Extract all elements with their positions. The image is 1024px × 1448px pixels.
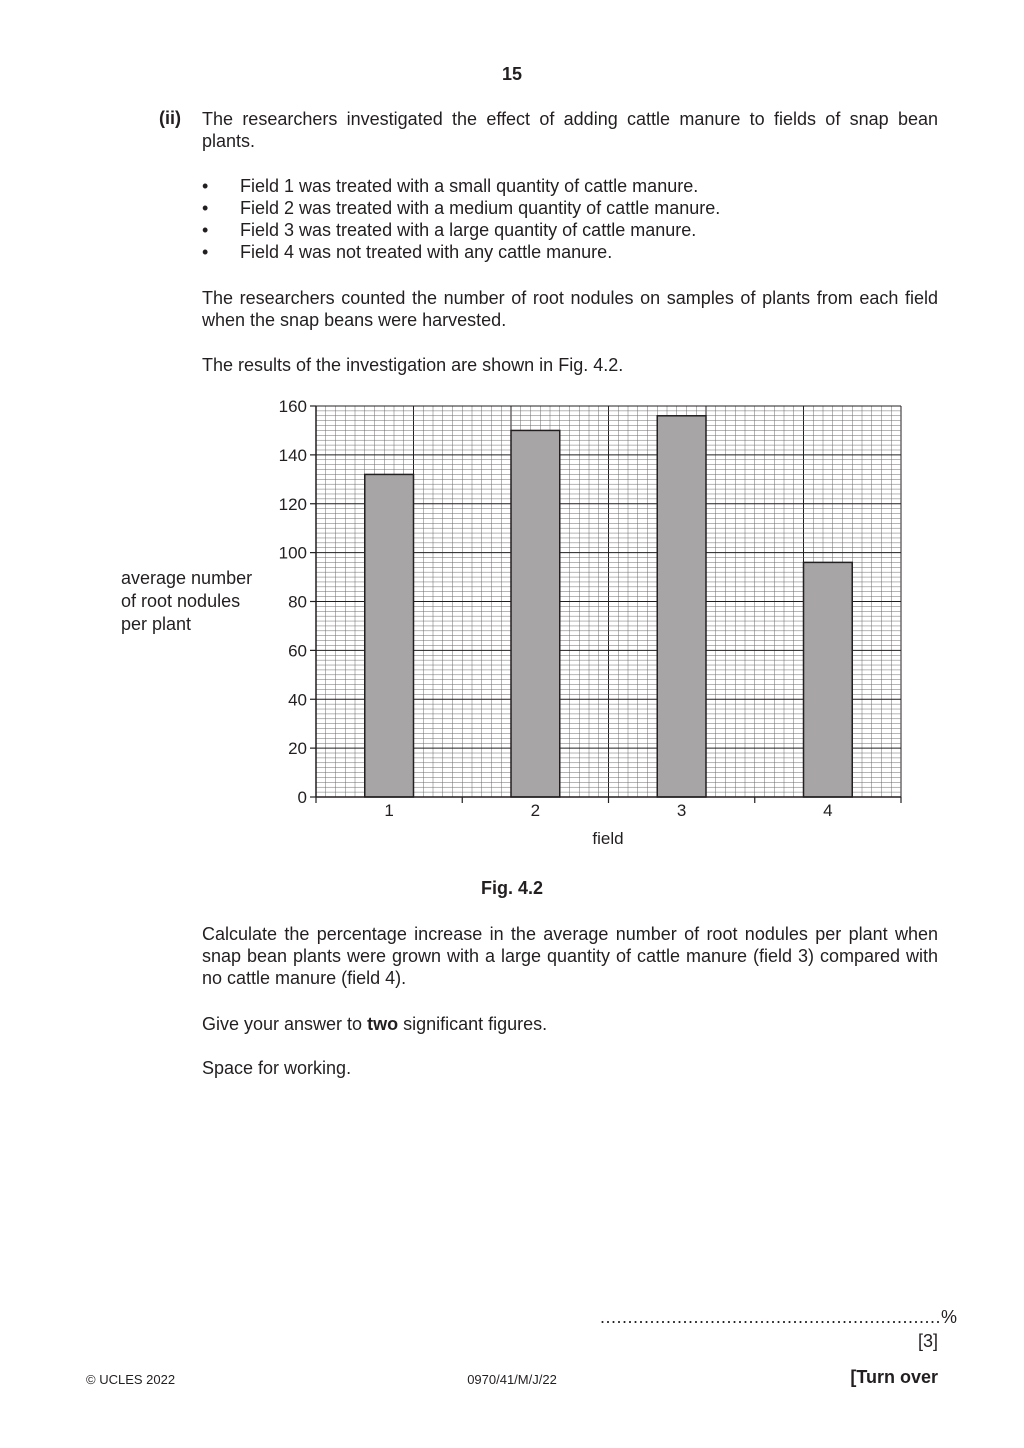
marks-label: [3] (917, 1331, 938, 1351)
bullet-icon: • (202, 198, 209, 218)
y-tick-label: 20 (288, 739, 307, 759)
x-axis-label: field (592, 829, 624, 848)
bullet-icon: • (202, 220, 209, 240)
bar-field-1 (365, 474, 414, 797)
y-tick-label: 60 (288, 641, 307, 661)
working-space-label: Space for working. (202, 1058, 352, 1078)
paper-code: 0970/41/M/J/22 (467, 1372, 557, 1387)
y-tick-label: 120 (278, 494, 307, 514)
y-tick-label: 100 (278, 543, 307, 563)
method-text: The researchers counted the number of root nodules on samples of plants from each field when the snap beans were harvested. (202, 288, 938, 330)
instruction-pre: Give your answer to (202, 1014, 368, 1034)
instruction-post: significant figures. (398, 1014, 548, 1034)
bullet-text: Field 4 was not treated with any cattle manure. (240, 242, 613, 262)
bar-field-3 (657, 416, 706, 797)
y-tick-label: 0 (297, 788, 307, 807)
instruction-text (202, 1013, 938, 1035)
question-label: (ii) (159, 108, 181, 128)
instruction-bold: two (367, 1014, 399, 1034)
bullet-icon: • (202, 242, 209, 262)
y-tick-label: 80 (288, 592, 307, 612)
y-axis-label-line: average number (121, 568, 253, 588)
bullet-text: Field 2 was treated with a medium quantity of cattle manure. (240, 198, 721, 218)
task-text: Calculate the percentage increase in the average number of root nodules per plant when snap bean plants were grown with a large quantity of cattle manure (field 3) compared with no cattle manure (field 4). (202, 924, 938, 988)
bullet-text: Field 1 was treated with a small quantity of cattle manure. (240, 176, 699, 196)
bullet-icon: • (202, 176, 209, 196)
x-tick-label: 1 (384, 801, 394, 820)
y-tick-label: 160 (278, 397, 307, 416)
y-axis-label-line: per plant (121, 614, 192, 634)
x-tick-label: 3 (676, 801, 687, 820)
answer-line[interactable]: ..............................................................% (600, 1307, 958, 1327)
y-tick-label: 140 (278, 445, 307, 465)
bar-field-2 (511, 430, 560, 797)
x-tick-label: 2 (530, 801, 541, 820)
turn-over: [Turn over (850, 1367, 938, 1387)
x-tick-label: 4 (823, 801, 833, 820)
y-axis-label-line: of root nodules (121, 591, 241, 611)
page-number: 15 (501, 64, 523, 84)
question-intro: The researchers investigated the effect of adding cattle manure to fields of snap bean plants. (202, 109, 938, 151)
bar-field-4 (804, 562, 853, 797)
copyright: © UCLES 2022 (86, 1372, 176, 1387)
results-intro: The results of the investigation are shown in Fig. 4.2. (202, 355, 624, 375)
bullet-text: Field 3 was treated with a large quantity of cattle manure. (240, 220, 697, 240)
figure-caption: Fig. 4.2 (480, 878, 543, 898)
y-tick-label: 40 (288, 690, 307, 710)
